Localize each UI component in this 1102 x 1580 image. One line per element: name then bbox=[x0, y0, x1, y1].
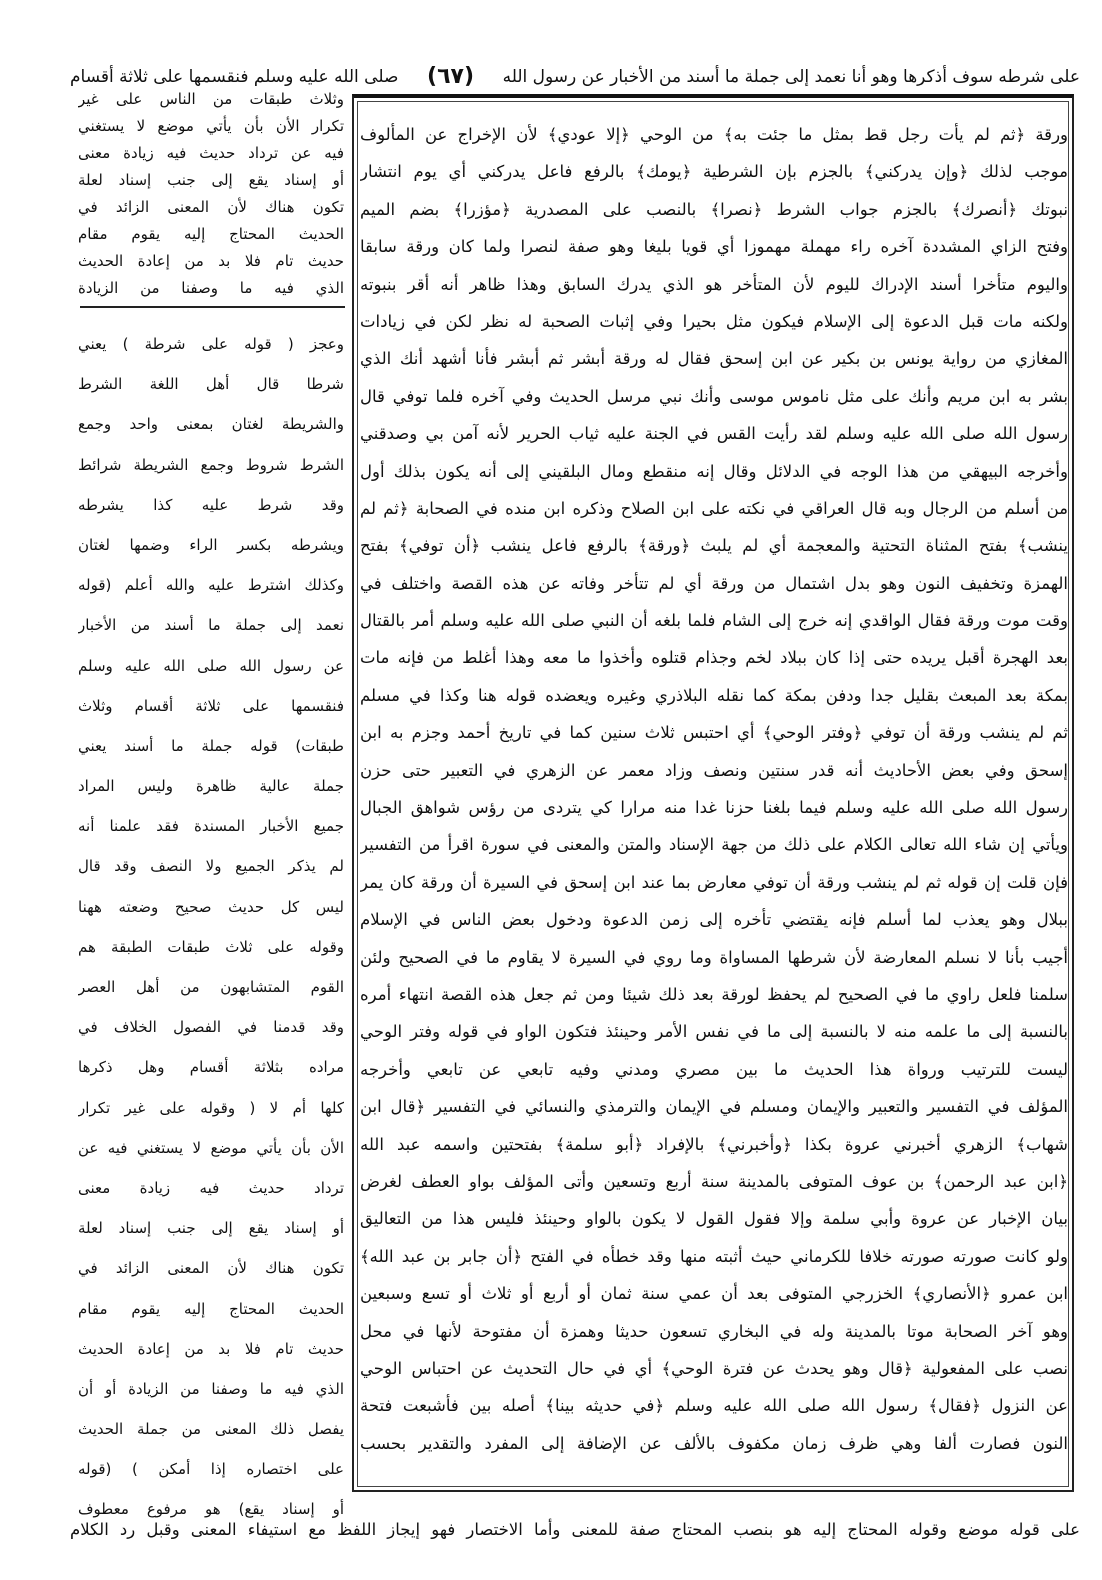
text-line: ينشب﴾ بفتح المثناة التحتية والمعجمة أي لم يلبث ﴿ورقة﴾ بالرفع فاعل ينشب ﴿أن توفي﴾ بفتح bbox=[360, 536, 1068, 556]
text-line: تكون هناك لأن المعنى الزائد في bbox=[78, 198, 344, 216]
text-line: ولو كانت صورته صورته خلافا للكرماني حيث أثبته منها وقد خطأه في الفتح ﴿أن جابر بن عبد الله﴾ bbox=[360, 1246, 1068, 1266]
text-line: من أسلم من الرجال وبه قال العراقي في نكته على ابن الصلاح وذكره ابن منده في الصحابة ﴿ثم لم bbox=[360, 498, 1068, 518]
margin-commentary-bottom bbox=[78, 324, 344, 1530]
text-line: الشرط شروط وجمع الشريطة شرائط bbox=[78, 455, 344, 474]
text-line: ليس كل حديث صحيح وضعته ههنا bbox=[78, 897, 344, 916]
text-line: الحديث المحتاج إليه يقوم مقام bbox=[78, 225, 344, 243]
text-line: موجب لذلك ﴿وإن يدركني﴾ بالجزم بإن الشرطية ﴿يومك﴾ بالرفع فاعل يدركني أي يوم انتشار bbox=[360, 162, 1068, 182]
text-line: أو إسناد يقع إلى جنب إسناد لعلة bbox=[78, 171, 344, 189]
margin-commentary-top bbox=[78, 86, 344, 302]
text-line: المغازي من رواية يونس بن بكير عن ابن إسحق فقال له ورقة أبشر ثم أبشر فأنا أشهد أنك الذي bbox=[360, 349, 1068, 369]
text-line: ابن عمرو ﴿الأنصاري﴾ الخزرجي المتوفى بعد أن عمي سنة ثمان أو أربع أو ثلاث أو تسع وسبعين bbox=[360, 1284, 1068, 1304]
text-line: وعجز ( قوله على شرطة ) يعني bbox=[78, 335, 344, 353]
text-line: ويأتي إن شاء الله تعالى الكلام على ذلك من جهة الإسناد والمتن والمعنى في سورة اقرأ من التفسير bbox=[360, 835, 1068, 855]
text-line: على اختصاره إذا أمكن ) (قوله bbox=[78, 1460, 344, 1479]
text-line: القوم المتشابهون من أهل العصر bbox=[78, 978, 344, 996]
text-line: ثم لم ينشب ورقة أن توفي ﴿وفتر الوحي﴾ أي احتبس ثلاث سنين كما في تاريخ أحمد وجزم به ابن bbox=[360, 723, 1068, 743]
text-line: الأن بأن يأتي موضع لا يستغني فيه عن bbox=[78, 1138, 344, 1157]
text-line: رسول الله صلى الله عليه وسلم فيما بلغنا حزنا غدا منه مرارا كي يتردى من رؤس شواهق الجبال bbox=[360, 798, 1068, 818]
text-line: الحديث المحتاج إليه يقوم مقام bbox=[78, 1299, 344, 1318]
text-line: تكون هناك لأن المعنى الزائد في bbox=[78, 1259, 344, 1278]
text-line: وكذلك اشترط عليه والله أعلم (قوله bbox=[78, 576, 344, 595]
text-line: كلها أم لا ( وقوله على غير تكرار bbox=[78, 1098, 344, 1117]
text-line: سلمنا فلعل راوي ما في الصحيح لم يحفظ لورقة بعد ذلك شيئا ومن ثم جعل هذه القصة انتهاء أمره bbox=[360, 984, 1068, 1004]
text-line: ببلال وهو يعذب لما أسلم فإنه يقتضي تأخره إلى زمن الدعوة ودخول بعض الناس في الإسلام bbox=[360, 910, 1068, 930]
text-line: مراده بثلاثة أقسام وهل ذكرها bbox=[78, 1058, 344, 1077]
text-line: وقت موت ورقة فقال الواقدي إنه خرج إلى الشام فلما بلغه أن النبي صلى الله عليه وسلم أمر بالقتال bbox=[360, 611, 1068, 631]
text-line: حديث تام فلا بد من إعادة الحديث bbox=[78, 1339, 344, 1358]
text-line: رسول الله صلى الله عليه وسلم لقد رأيت القس في الجنة عليه ثياب الحرير لأنه آمن بي وصدقني bbox=[360, 424, 1068, 444]
text-line: الهمزة وتخفيف النون وهو بدل اشتمال من ورقة أي لم تتأخر وفاته عن هذه القصة واختلف في bbox=[360, 573, 1068, 593]
text-line: فيه عن ترداد حديث فيه زيادة معنى bbox=[78, 144, 344, 162]
text-line: بشر به ابن مريم وأنك على مثل ناموس موسى وأنك نبي مرسل الحديث وفي آخره فلما توفي قال bbox=[360, 386, 1068, 406]
text-line: واليوم متأخرا أسند الإدراك لليوم لأن المتأخر هو الذي يدرك السابق وهذا ظاهر أنه أقر بنبوته bbox=[360, 274, 1068, 294]
text-line: ورقة ﴿ثم لم يأت رجل قط بمثل ما جئت به﴾ من الوحي ﴿إلا عودي﴾ لأن الإخراج عن المألوف bbox=[360, 125, 1068, 144]
text-line: لم يذكر الجميع ولا النصف وقد قال bbox=[78, 857, 344, 876]
text-line: نصب على المفعولية ﴿قال وهو يحدث عن فترة الوحي﴾ أي في حال التحديث عن احتباس الوحي bbox=[360, 1358, 1068, 1378]
text-line: تكرار الأن بأن يأتي موضع لا يستغني bbox=[78, 117, 344, 135]
text-line: فنقسمها على ثلاثة أقسام وثلاث bbox=[78, 696, 344, 715]
text-line: طبقات) قوله جملة ما أسند يعني bbox=[78, 736, 344, 755]
text-line: ﴿ابن عبد الرحمن﴾ بن عوف المتوفى بالمدينة سنة أربع وتسعين وأتى المؤلف بواو العطف لغرض bbox=[360, 1171, 1068, 1191]
text-line: جميع الأخبار المسندة فقد علمنا أنه bbox=[78, 817, 344, 836]
text-line: وثلاث طبقات من الناس على غير bbox=[78, 90, 344, 108]
text-line: النون فصارت ألفا وهي ظرف زمان مكفوف بالألف عن الإضافة إلى المفرد والتقدير بحسب bbox=[360, 1433, 1068, 1453]
text-line: شهاب﴾ الزهري أخبرني عروة بكذا ﴿وأخبرني﴾ بالإفراد ﴿أبو سلمة﴾ بفتحتين واسمه عبد الله bbox=[360, 1134, 1068, 1154]
page-number: (٦٧) bbox=[427, 64, 474, 89]
text-line: ويشرطه بكسر الراء وضمها لغتان bbox=[78, 535, 344, 554]
text-line: أو إسناد يقع إلى جنب إسناد لعلة bbox=[78, 1219, 344, 1238]
text-line: وقد شرط عليه كذا يشرطه bbox=[78, 495, 344, 514]
text-line: الذي فيه ما وصفنا من الزيادة أو أن bbox=[78, 1379, 344, 1398]
text-line: بمكة بعد المبعث بقليل جدا ودفن بمكة كما نقله البلاذري وغيره ويعضده قوله هنا وكذا في مسلم bbox=[360, 685, 1068, 705]
text-line: بعد الهجرة أقبل يريده حتى إذا كان ببلاد لخم وجذام قتلوه وأخذوا ما معه وهذا أغلط من فإنه مات bbox=[360, 648, 1068, 668]
text-line: الذي فيه ما وصفنا من الزيادة bbox=[78, 279, 344, 297]
text-line: ولكنه مات قبل الدعوة إلى الإسلام فيكون مثل بحيرا وفي إثبات الصحبة له نظر لكن في زيادات bbox=[360, 311, 1068, 331]
text-line: نبوتك ﴿أنصرك﴾ بالجزم جواب الشرط ﴿نصرا﴾ بالنصب على المصدرية ﴿مؤزرا﴾ بضم الميم bbox=[360, 199, 1068, 219]
margin-divider bbox=[80, 306, 345, 308]
text-line: فإن قلت إن قوله ثم لم ينشب ورقة أن توفي معارض بما عند ابن إسحق في السيرة أن ورقة كان يمر bbox=[360, 872, 1068, 892]
text-line: أجيب بأنا لا نسلم المعارضة لأن شرطها المساواة وما روي في السيرة لا يقاوم ما في الصحيح ولئن bbox=[360, 947, 1068, 967]
text-line: نعمد إلى جملة ما أسند من الأخبار bbox=[78, 616, 344, 635]
text-line: يفصل ذلك المعنى من جملة الحديث bbox=[78, 1420, 344, 1439]
text-line: حديث تام فلا بد من إعادة الحديث bbox=[78, 252, 344, 270]
text-line: شرطا قال أهل اللغة الشرط bbox=[78, 375, 344, 394]
text-line: بيان الإخبار عن عروة وأبي سلمة وإلا فقول القول لا يكون بالواو وحينئذ فليس هذا من التعاليق bbox=[360, 1209, 1068, 1229]
text-line: بالنسبة إلى ما علمه منه لا بالنسبة إلى ما في نفس الأمر وحينئذ فتكون الواو في قوله وفتر الوحي bbox=[360, 1022, 1068, 1042]
text-line: والشريطة لغتان بمعنى واحد وجمع bbox=[78, 415, 344, 434]
text-line: إسحق وفي بعض الأحاديث أنه قدر سنتين ونصف وزاد معمر عن الزهري في التعبير حتى حزن bbox=[360, 760, 1068, 780]
text-line: وقوله على ثلاث طبقات الطبقة هم bbox=[78, 937, 344, 956]
text-line: ترداد حديث فيه زيادة معنى bbox=[78, 1178, 344, 1197]
text-line: جملة عالية ظاهرة وليس المراد bbox=[78, 777, 344, 796]
text-line: أو إسناد يقع) هو مرفوع معطوف bbox=[78, 1500, 344, 1519]
text-line: ليست للترتيب ورواة هذا الحديث ما بين مصري ومدني وفيه تابعي عن تابعي وأخرجه bbox=[360, 1059, 1068, 1079]
footer-line: على قوله موضع وقوله المحتاج إليه هو بنصب المحتاج صفة للمعنى وأما الاختصار فهو إيجاز اللفظ مع استيفاء المعنى وقبل رد الكلام bbox=[70, 1520, 1080, 1539]
text-line: عن النزول ﴿فقال﴾ رسول الله صلى الله عليه وسلم ﴿في حديثه بينا﴾ أصله بين فأشبعت فتحة bbox=[360, 1396, 1068, 1416]
text-line: وفتح الزاي المشددة آخره راء مهملة مهموزا أي قويا بليغا وهو صفة لنصرا ولما كان ورقة سابقا bbox=[360, 237, 1068, 257]
header-right-text: على شرطه سوف أذكرها وهو أنا نعمد إلى جملة ما أسند من الأخبار عن رسول الله bbox=[502, 67, 1080, 87]
text-line: المؤلف في التفسير والتعبير والإيمان ومسلم في الإيمان والترمذي والنسائي في التفسير ﴿قال ابن bbox=[360, 1097, 1068, 1117]
header-left-text: صلى الله عليه وسلم فنقسمها على ثلاثة أقسام bbox=[70, 67, 399, 87]
text-line: وأخرجه البيهقي من هذا الوجه في الدلائل وقال إنه منقطع ومال البلقيني إلى أنه يكون بذلك أول bbox=[360, 461, 1068, 481]
text-line: وهو آخر الصحابة موتا بالمدينة وله في البخاري تسعون حديثا وهمزة أن مفتوحة لأنها في محل bbox=[360, 1321, 1068, 1341]
text-line: عن رسول الله صلى الله عليه وسلم bbox=[78, 656, 344, 675]
text-line: وقد قدمنا في الفصول الخلاف في bbox=[78, 1018, 344, 1037]
main-commentary-text bbox=[360, 116, 1068, 1462]
